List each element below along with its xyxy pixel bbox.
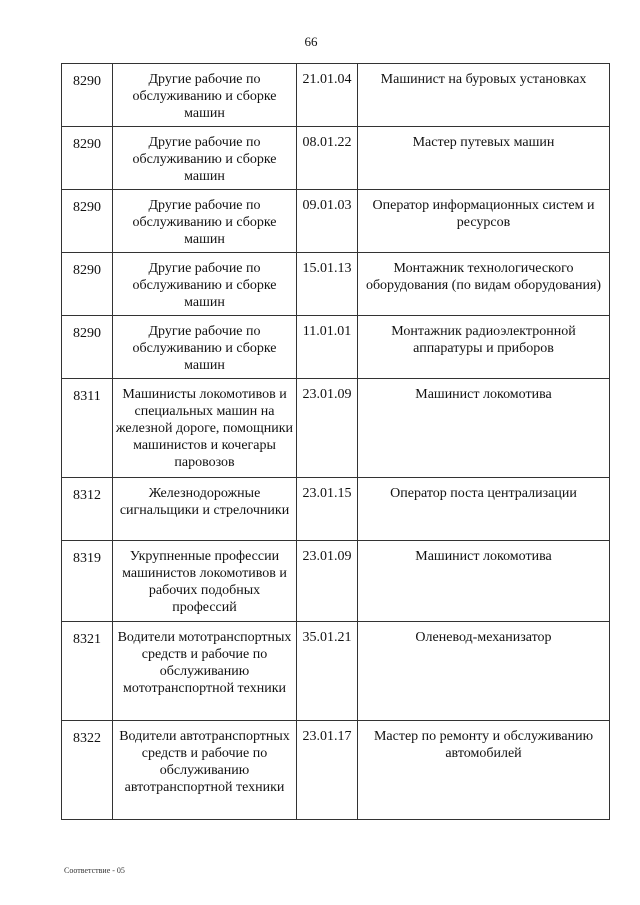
specialty-code-cell: 15.01.13	[297, 253, 358, 316]
okz-code-cell: 8290	[62, 253, 113, 316]
specialty-code-cell: 08.01.22	[297, 127, 358, 190]
okz-code-cell: 8322	[62, 721, 113, 820]
specialty-code-cell: 23.01.09	[297, 379, 358, 478]
occupation-group-cell: Другие рабочие по обслуживанию и сборке машин	[113, 253, 297, 316]
okz-code-cell: 8321	[62, 622, 113, 721]
table-row	[62, 379, 610, 478]
table-row	[62, 64, 610, 127]
table-row	[62, 316, 610, 379]
occupation-group-cell: Машинисты локомотивов и специальных машин на железной дороге, помощники машинистов и кочегары паровозов	[113, 379, 297, 478]
table-row	[62, 721, 610, 820]
page-number: 66	[304, 34, 318, 49]
table-row	[62, 622, 610, 721]
specialty-code-cell: 23.01.15	[297, 478, 358, 541]
okz-code-cell: 8290	[62, 316, 113, 379]
table-row	[62, 127, 610, 190]
specialty-code-cell: 11.01.01	[297, 316, 358, 379]
profession-name-cell: Оленевод-механизатор	[358, 622, 610, 721]
occupation-group-cell: Укрупненные профессии машинистов локомотивов и рабочих подобных профессий	[113, 541, 297, 622]
okz-code-cell: 8290	[62, 190, 113, 253]
occupation-group-cell: Водители автотранспортных средств и рабочие по обслуживанию автотранспортной техники	[113, 721, 297, 820]
specialty-code-cell: 21.01.04	[297, 64, 358, 127]
occupation-group-cell: Другие рабочие по обслуживанию и сборке машин	[113, 127, 297, 190]
okz-code-cell: 8290	[62, 64, 113, 127]
footer-stamp-text: Соответствие - 05	[64, 866, 125, 875]
profession-name-cell: Мастер по ремонту и обслуживанию автомобилей	[358, 721, 610, 820]
profession-name-cell: Монтажник радиоэлектронной аппаратуры и приборов	[358, 316, 610, 379]
specialty-code-cell: 09.01.03	[297, 190, 358, 253]
profession-name-cell: Машинист локомотива	[358, 541, 610, 622]
specialty-code-cell: 35.01.21	[297, 622, 358, 721]
professions-table	[61, 63, 610, 820]
occupation-group-cell: Другие рабочие по обслуживанию и сборке машин	[113, 190, 297, 253]
table-row	[62, 190, 610, 253]
occupation-group-cell: Другие рабочие по обслуживанию и сборке машин	[113, 64, 297, 127]
okz-code-cell: 8311	[62, 379, 113, 478]
table-row	[62, 478, 610, 541]
okz-code-cell: 8312	[62, 478, 113, 541]
profession-name-cell: Монтажник технологического оборудования (по видам оборудования)	[358, 253, 610, 316]
profession-name-cell: Мастер путевых машин	[358, 127, 610, 190]
table-row	[62, 541, 610, 622]
profession-name-cell: Машинист локомотива	[358, 379, 610, 478]
profession-name-cell: Оператор поста централизации	[358, 478, 610, 541]
specialty-code-cell: 23.01.17	[297, 721, 358, 820]
profession-name-cell: Машинист на буровых установках	[358, 64, 610, 127]
profession-name-cell: Оператор информационных систем и ресурсов	[358, 190, 610, 253]
okz-code-cell: 8319	[62, 541, 113, 622]
okz-code-cell: 8290	[62, 127, 113, 190]
table-row	[62, 253, 610, 316]
occupation-group-cell: Другие рабочие по обслуживанию и сборке машин	[113, 316, 297, 379]
occupation-group-cell: Железнодорожные сигнальщики и стрелочники	[113, 478, 297, 541]
specialty-code-cell: 23.01.09	[297, 541, 358, 622]
occupation-group-cell: Водители мототранспортных средств и рабочие по обслуживанию мототранспортной техники	[113, 622, 297, 721]
